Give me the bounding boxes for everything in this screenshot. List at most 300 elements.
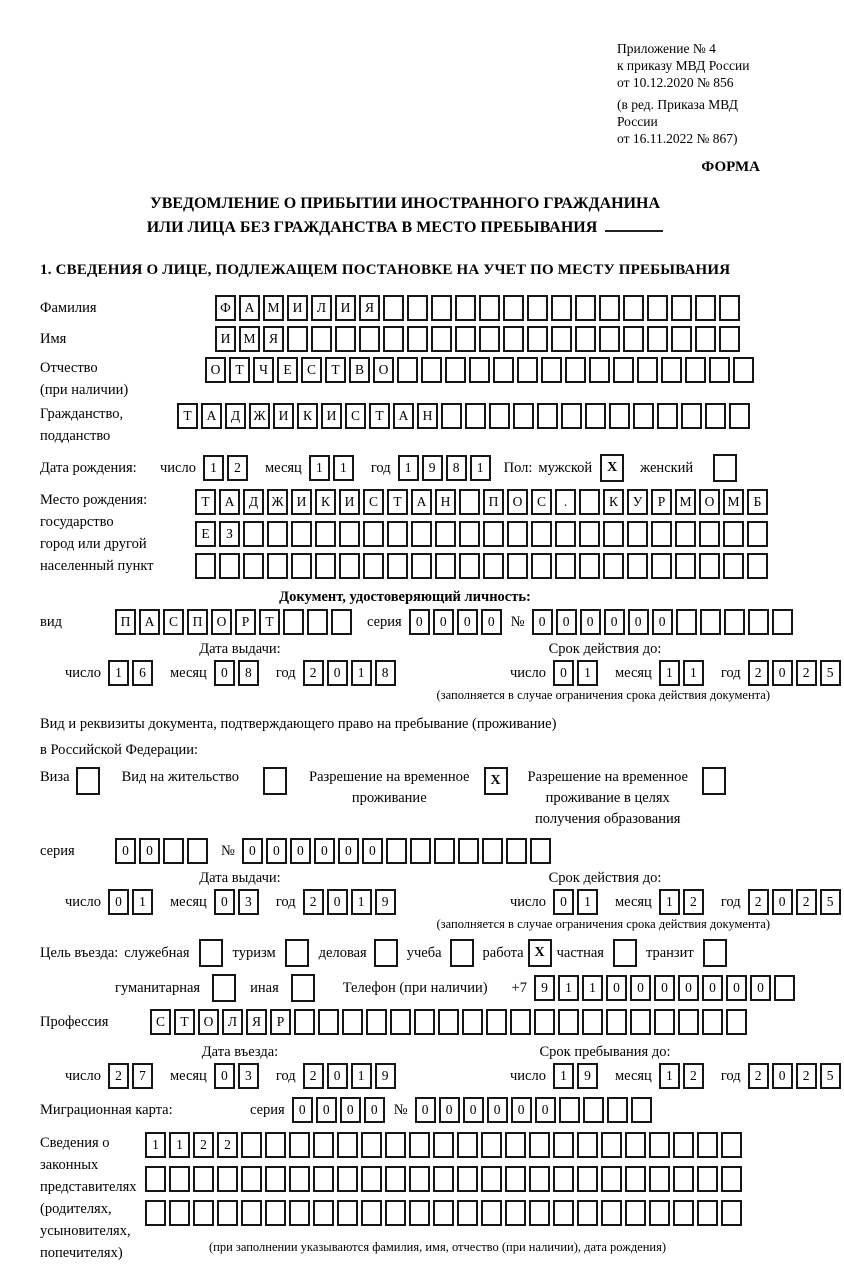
char-cell[interactable]: 9 (422, 455, 443, 481)
char-cell[interactable] (243, 553, 264, 579)
char-cell[interactable] (726, 1009, 747, 1035)
char-cell[interactable]: 0 (553, 889, 574, 915)
char-cell[interactable] (434, 838, 455, 864)
char-cell[interactable] (517, 357, 538, 383)
char-cell[interactable] (599, 295, 620, 321)
char-cell[interactable]: Д (243, 489, 264, 515)
char-cell[interactable] (675, 553, 696, 579)
char-cell[interactable] (337, 1166, 358, 1192)
char-cell[interactable]: 0 (702, 975, 723, 1001)
char-cell[interactable] (507, 521, 528, 547)
char-cell[interactable]: 0 (606, 975, 627, 1001)
char-cell[interactable]: Р (270, 1009, 291, 1035)
char-cell[interactable] (387, 521, 408, 547)
char-cell[interactable]: П (115, 609, 136, 635)
char-cell[interactable] (421, 357, 442, 383)
char-cell[interactable]: 0 (115, 838, 136, 864)
char-cell[interactable] (721, 1132, 742, 1158)
char-cell[interactable]: С (163, 609, 184, 635)
char-cell[interactable]: Н (435, 489, 456, 515)
char-cell[interactable] (383, 326, 404, 352)
char-cell[interactable]: Т (195, 489, 216, 515)
char-cell[interactable]: П (483, 489, 504, 515)
char-cell[interactable] (724, 609, 745, 635)
sex-male-checkbox[interactable]: X (600, 454, 624, 482)
char-cell[interactable] (265, 1132, 286, 1158)
char-cell[interactable]: 8 (238, 660, 259, 686)
char-cell[interactable] (411, 553, 432, 579)
char-cell[interactable] (673, 1166, 694, 1192)
char-cell[interactable]: Т (259, 609, 280, 635)
char-cell[interactable] (671, 326, 692, 352)
purpose-official-checkbox[interactable] (199, 939, 223, 967)
char-cell[interactable] (599, 326, 620, 352)
char-cell[interactable] (339, 521, 360, 547)
char-cell[interactable]: 0 (214, 889, 235, 915)
char-cell[interactable] (575, 295, 596, 321)
char-cell[interactable] (651, 521, 672, 547)
char-cell[interactable] (607, 1097, 628, 1123)
char-cell[interactable]: Т (177, 403, 198, 429)
char-cell[interactable]: 5 (820, 1063, 841, 1089)
char-cell[interactable] (553, 1200, 574, 1226)
char-cell[interactable]: Н (417, 403, 438, 429)
char-cell[interactable]: 0 (327, 889, 348, 915)
char-cell[interactable]: 0 (139, 838, 160, 864)
char-cell[interactable] (397, 357, 418, 383)
char-cell[interactable]: 0 (316, 1097, 337, 1123)
char-cell[interactable]: 1 (659, 889, 680, 915)
char-cell[interactable] (465, 403, 486, 429)
char-cell[interactable] (627, 521, 648, 547)
char-cell[interactable]: И (215, 326, 236, 352)
char-cell[interactable] (366, 1009, 387, 1035)
char-cell[interactable]: Ч (253, 357, 274, 383)
char-cell[interactable] (363, 521, 384, 547)
char-cell[interactable]: М (263, 295, 284, 321)
char-cell[interactable] (772, 609, 793, 635)
temp-residence-edu-checkbox[interactable] (702, 767, 726, 795)
char-cell[interactable]: 2 (748, 660, 769, 686)
char-cell[interactable]: 0 (457, 609, 478, 635)
char-cell[interactable] (553, 1166, 574, 1192)
char-cell[interactable] (390, 1009, 411, 1035)
char-cell[interactable] (313, 1200, 334, 1226)
char-cell[interactable]: А (201, 403, 222, 429)
char-cell[interactable] (633, 403, 654, 429)
char-cell[interactable]: И (339, 489, 360, 515)
char-cell[interactable] (409, 1200, 430, 1226)
char-cell[interactable] (719, 295, 740, 321)
char-cell[interactable] (433, 1132, 454, 1158)
char-cell[interactable]: 1 (351, 660, 372, 686)
char-cell[interactable] (527, 295, 548, 321)
char-cell[interactable] (361, 1200, 382, 1226)
char-cell[interactable]: К (315, 489, 336, 515)
char-cell[interactable] (577, 1166, 598, 1192)
char-cell[interactable]: 0 (433, 609, 454, 635)
char-cell[interactable]: 0 (415, 1097, 436, 1123)
char-cell[interactable] (359, 326, 380, 352)
char-cell[interactable] (627, 553, 648, 579)
char-cell[interactable] (625, 1200, 646, 1226)
char-cell[interactable] (459, 489, 480, 515)
char-cell[interactable]: 1 (577, 889, 598, 915)
char-cell[interactable]: М (723, 489, 744, 515)
char-cell[interactable] (187, 838, 208, 864)
char-cell[interactable] (733, 357, 754, 383)
char-cell[interactable]: 0 (772, 1063, 793, 1089)
char-cell[interactable] (631, 1097, 652, 1123)
char-cell[interactable] (479, 295, 500, 321)
char-cell[interactable] (676, 609, 697, 635)
char-cell[interactable]: 0 (553, 660, 574, 686)
char-cell[interactable] (585, 403, 606, 429)
char-cell[interactable] (699, 521, 720, 547)
char-cell[interactable] (531, 521, 552, 547)
char-cell[interactable] (267, 553, 288, 579)
char-cell[interactable] (774, 975, 795, 1001)
char-cell[interactable] (558, 1009, 579, 1035)
char-cell[interactable]: У (627, 489, 648, 515)
char-cell[interactable] (555, 553, 576, 579)
char-cell[interactable]: 2 (303, 889, 324, 915)
char-cell[interactable] (702, 1009, 723, 1035)
char-cell[interactable] (409, 1166, 430, 1192)
char-cell[interactable]: 0 (314, 838, 335, 864)
char-cell[interactable] (482, 838, 503, 864)
char-cell[interactable]: И (335, 295, 356, 321)
char-cell[interactable]: С (150, 1009, 171, 1035)
char-cell[interactable] (503, 326, 524, 352)
purpose-business-checkbox[interactable] (374, 939, 398, 967)
char-cell[interactable] (431, 295, 452, 321)
char-cell[interactable] (623, 326, 644, 352)
char-cell[interactable]: 1 (659, 660, 680, 686)
purpose-transit-checkbox[interactable] (703, 939, 727, 967)
char-cell[interactable] (219, 553, 240, 579)
char-cell[interactable] (609, 403, 630, 429)
char-cell[interactable] (637, 357, 658, 383)
char-cell[interactable]: Т (369, 403, 390, 429)
char-cell[interactable] (583, 1097, 604, 1123)
char-cell[interactable]: 0 (242, 838, 263, 864)
char-cell[interactable]: 0 (409, 609, 430, 635)
char-cell[interactable] (747, 521, 768, 547)
char-cell[interactable] (193, 1166, 214, 1192)
char-cell[interactable]: М (675, 489, 696, 515)
char-cell[interactable] (673, 1132, 694, 1158)
char-cell[interactable] (510, 1009, 531, 1035)
char-cell[interactable] (438, 1009, 459, 1035)
char-cell[interactable]: И (273, 403, 294, 429)
purpose-private-checkbox[interactable] (613, 939, 637, 967)
char-cell[interactable]: Д (225, 403, 246, 429)
char-cell[interactable]: 0 (439, 1097, 460, 1123)
char-cell[interactable] (675, 521, 696, 547)
char-cell[interactable] (649, 1200, 670, 1226)
char-cell[interactable] (699, 553, 720, 579)
purpose-humanitarian-checkbox[interactable] (212, 974, 236, 1002)
char-cell[interactable] (654, 1009, 675, 1035)
char-cell[interactable] (294, 1009, 315, 1035)
char-cell[interactable] (697, 1200, 718, 1226)
char-cell[interactable] (647, 295, 668, 321)
char-cell[interactable]: 5 (820, 660, 841, 686)
char-cell[interactable]: О (198, 1009, 219, 1035)
char-cell[interactable] (435, 521, 456, 547)
char-cell[interactable] (289, 1200, 310, 1226)
char-cell[interactable] (457, 1200, 478, 1226)
char-cell[interactable] (582, 1009, 603, 1035)
char-cell[interactable]: Ф (215, 295, 236, 321)
char-cell[interactable] (265, 1166, 286, 1192)
char-cell[interactable] (723, 521, 744, 547)
char-cell[interactable] (505, 1166, 526, 1192)
char-cell[interactable] (383, 295, 404, 321)
char-cell[interactable]: Т (325, 357, 346, 383)
char-cell[interactable] (527, 326, 548, 352)
char-cell[interactable]: П (187, 609, 208, 635)
char-cell[interactable]: 0 (532, 609, 553, 635)
char-cell[interactable] (289, 1132, 310, 1158)
char-cell[interactable] (481, 1200, 502, 1226)
char-cell[interactable]: 2 (193, 1132, 214, 1158)
char-cell[interactable]: 1 (169, 1132, 190, 1158)
char-cell[interactable] (313, 1166, 334, 1192)
char-cell[interactable] (606, 1009, 627, 1035)
char-cell[interactable] (479, 326, 500, 352)
char-cell[interactable] (589, 357, 610, 383)
char-cell[interactable]: С (301, 357, 322, 383)
char-cell[interactable]: 6 (132, 660, 153, 686)
char-cell[interactable]: Е (195, 521, 216, 547)
char-cell[interactable] (459, 521, 480, 547)
char-cell[interactable] (697, 1132, 718, 1158)
char-cell[interactable] (623, 295, 644, 321)
char-cell[interactable]: Я (263, 326, 284, 352)
char-cell[interactable] (459, 553, 480, 579)
char-cell[interactable] (695, 326, 716, 352)
char-cell[interactable] (721, 1166, 742, 1192)
char-cell[interactable]: О (373, 357, 394, 383)
visa-checkbox[interactable] (76, 767, 100, 795)
char-cell[interactable]: Я (359, 295, 380, 321)
char-cell[interactable] (283, 609, 304, 635)
char-cell[interactable]: 0 (628, 609, 649, 635)
char-cell[interactable] (409, 1132, 430, 1158)
char-cell[interactable] (685, 357, 706, 383)
char-cell[interactable]: 1 (470, 455, 491, 481)
char-cell[interactable] (445, 357, 466, 383)
char-cell[interactable]: 1 (659, 1063, 680, 1089)
char-cell[interactable] (577, 1200, 598, 1226)
char-cell[interactable]: Ж (267, 489, 288, 515)
char-cell[interactable]: Е (277, 357, 298, 383)
char-cell[interactable] (481, 1132, 502, 1158)
char-cell[interactable] (601, 1200, 622, 1226)
char-cell[interactable]: 2 (683, 889, 704, 915)
char-cell[interactable] (414, 1009, 435, 1035)
char-cell[interactable] (163, 838, 184, 864)
char-cell[interactable]: 1 (582, 975, 603, 1001)
char-cell[interactable] (483, 521, 504, 547)
char-cell[interactable]: 0 (362, 838, 383, 864)
char-cell[interactable] (386, 838, 407, 864)
char-cell[interactable]: 1 (553, 1063, 574, 1089)
char-cell[interactable]: 0 (652, 609, 673, 635)
char-cell[interactable]: 1 (145, 1132, 166, 1158)
char-cell[interactable]: 9 (375, 1063, 396, 1089)
char-cell[interactable] (505, 1132, 526, 1158)
char-cell[interactable]: 9 (534, 975, 555, 1001)
char-cell[interactable] (455, 295, 476, 321)
char-cell[interactable] (705, 403, 726, 429)
char-cell[interactable]: Б (747, 489, 768, 515)
char-cell[interactable] (534, 1009, 555, 1035)
char-cell[interactable]: 0 (327, 1063, 348, 1089)
char-cell[interactable] (342, 1009, 363, 1035)
char-cell[interactable]: 1 (351, 1063, 372, 1089)
char-cell[interactable]: М (239, 326, 260, 352)
char-cell[interactable]: Т (174, 1009, 195, 1035)
char-cell[interactable] (217, 1200, 238, 1226)
char-cell[interactable] (385, 1200, 406, 1226)
char-cell[interactable]: 0 (772, 889, 793, 915)
char-cell[interactable]: 0 (678, 975, 699, 1001)
char-cell[interactable] (559, 1097, 580, 1123)
char-cell[interactable] (318, 1009, 339, 1035)
char-cell[interactable]: Л (222, 1009, 243, 1035)
char-cell[interactable]: 8 (375, 660, 396, 686)
char-cell[interactable] (433, 1166, 454, 1192)
char-cell[interactable]: 0 (580, 609, 601, 635)
char-cell[interactable]: 1 (683, 660, 704, 686)
char-cell[interactable]: 0 (487, 1097, 508, 1123)
char-cell[interactable] (287, 326, 308, 352)
char-cell[interactable]: А (239, 295, 260, 321)
char-cell[interactable] (565, 357, 586, 383)
char-cell[interactable] (700, 609, 721, 635)
char-cell[interactable] (603, 553, 624, 579)
char-cell[interactable] (217, 1166, 238, 1192)
char-cell[interactable] (529, 1166, 550, 1192)
char-cell[interactable]: 0 (463, 1097, 484, 1123)
char-cell[interactable] (291, 553, 312, 579)
char-cell[interactable]: 0 (364, 1097, 385, 1123)
char-cell[interactable] (145, 1166, 166, 1192)
char-cell[interactable] (579, 489, 600, 515)
char-cell[interactable] (267, 521, 288, 547)
char-cell[interactable]: 1 (333, 455, 354, 481)
char-cell[interactable]: 2 (796, 1063, 817, 1089)
char-cell[interactable]: 0 (630, 975, 651, 1001)
char-cell[interactable]: 0 (266, 838, 287, 864)
purpose-work-checkbox[interactable]: X (528, 939, 552, 967)
char-cell[interactable] (481, 1166, 502, 1192)
char-cell[interactable] (537, 403, 558, 429)
char-cell[interactable]: 2 (748, 889, 769, 915)
char-cell[interactable] (291, 521, 312, 547)
char-cell[interactable] (311, 326, 332, 352)
char-cell[interactable] (339, 553, 360, 579)
temp-residence-checkbox[interactable]: X (484, 767, 508, 795)
char-cell[interactable]: О (507, 489, 528, 515)
char-cell[interactable] (709, 357, 730, 383)
char-cell[interactable] (411, 521, 432, 547)
char-cell[interactable] (407, 326, 428, 352)
char-cell[interactable] (551, 295, 572, 321)
char-cell[interactable] (647, 326, 668, 352)
char-cell[interactable] (601, 1132, 622, 1158)
char-cell[interactable]: 9 (375, 889, 396, 915)
char-cell[interactable]: Я (246, 1009, 267, 1035)
char-cell[interactable] (307, 609, 328, 635)
char-cell[interactable] (462, 1009, 483, 1035)
char-cell[interactable] (661, 357, 682, 383)
char-cell[interactable]: 0 (214, 660, 235, 686)
char-cell[interactable] (721, 1200, 742, 1226)
char-cell[interactable] (337, 1132, 358, 1158)
char-cell[interactable]: Л (311, 295, 332, 321)
char-cell[interactable] (649, 1166, 670, 1192)
char-cell[interactable] (729, 403, 750, 429)
char-cell[interactable]: 2 (217, 1132, 238, 1158)
char-cell[interactable] (243, 521, 264, 547)
char-cell[interactable]: 1 (577, 660, 598, 686)
char-cell[interactable]: 1 (132, 889, 153, 915)
char-cell[interactable]: 0 (726, 975, 747, 1001)
char-cell[interactable] (719, 326, 740, 352)
char-cell[interactable]: Т (229, 357, 250, 383)
char-cell[interactable] (331, 609, 352, 635)
char-cell[interactable] (625, 1132, 646, 1158)
char-cell[interactable]: 0 (535, 1097, 556, 1123)
char-cell[interactable]: А (393, 403, 414, 429)
char-cell[interactable]: 7 (132, 1063, 153, 1089)
char-cell[interactable] (195, 553, 216, 579)
char-cell[interactable] (671, 295, 692, 321)
char-cell[interactable] (363, 553, 384, 579)
char-cell[interactable] (695, 295, 716, 321)
char-cell[interactable]: С (345, 403, 366, 429)
char-cell[interactable] (265, 1200, 286, 1226)
char-cell[interactable] (697, 1166, 718, 1192)
char-cell[interactable]: 1 (108, 660, 129, 686)
char-cell[interactable]: И (291, 489, 312, 515)
char-cell[interactable]: А (219, 489, 240, 515)
char-cell[interactable] (555, 521, 576, 547)
char-cell[interactable] (289, 1166, 310, 1192)
char-cell[interactable] (513, 403, 534, 429)
char-cell[interactable] (169, 1166, 190, 1192)
char-cell[interactable] (529, 1200, 550, 1226)
char-cell[interactable]: 2 (303, 660, 324, 686)
char-cell[interactable] (630, 1009, 651, 1035)
char-cell[interactable]: 0 (338, 838, 359, 864)
char-cell[interactable] (241, 1200, 262, 1226)
char-cell[interactable] (575, 326, 596, 352)
char-cell[interactable]: О (699, 489, 720, 515)
char-cell[interactable]: 2 (683, 1063, 704, 1089)
char-cell[interactable]: 2 (303, 1063, 324, 1089)
char-cell[interactable]: О (211, 609, 232, 635)
char-cell[interactable] (489, 403, 510, 429)
char-cell[interactable] (625, 1166, 646, 1192)
char-cell[interactable]: 0 (511, 1097, 532, 1123)
char-cell[interactable]: 2 (796, 660, 817, 686)
char-cell[interactable] (579, 553, 600, 579)
